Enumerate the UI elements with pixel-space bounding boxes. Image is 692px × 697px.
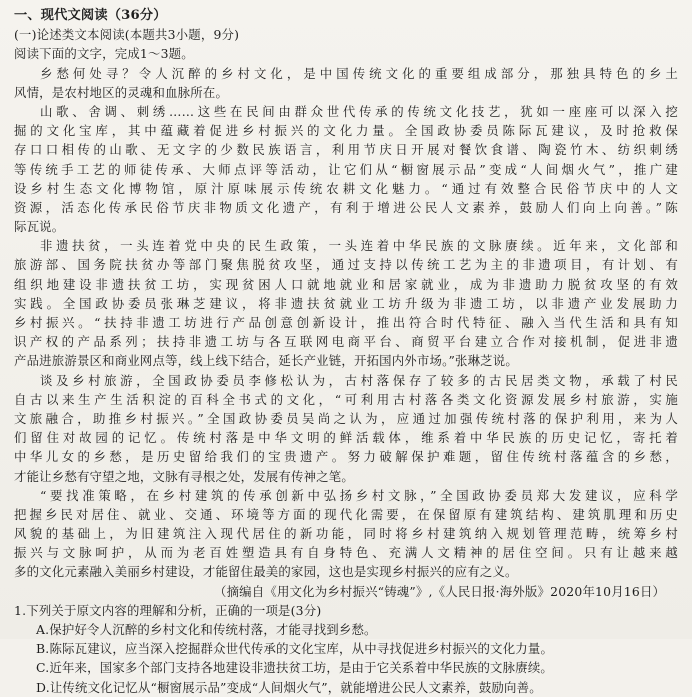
option-a: A.保护好令人沉醉的乡村文化和传统村落，才能寻找到乡愁。 xyxy=(36,622,377,637)
paragraph-line: 才能让乡愁有守望之地，文脉有寻根之处，发展有传神之笔。 xyxy=(14,468,354,484)
paragraph-line: “要找准策略，在乡村建筑的传承创新中弘扬乡村文脉，”全国政协委员郑大发建议，应科学 xyxy=(40,487,678,503)
paragraph-line: 存口口相传的山歌、无文字的少数民族语言，利用节庆日开展对餐饮食谱、陶瓷竹木、纺织刺绣 xyxy=(14,142,678,158)
paragraph-line: 非遗扶贫，一头连着党中央的民生政策，一头连着中华民族的文脉赓续。近年来，文化部和 xyxy=(40,238,678,254)
paragraph-line: 风情，是农村地区的灵魂和血脉所在。 xyxy=(14,84,229,100)
paragraph-line: 旅游部、国务院扶贫办等部门聚焦脱贫攻坚，通过支持以传统工艺为主的非遗项目，有计划、有 xyxy=(14,257,678,273)
paragraph-line: 掘的文化宝库，其中蕴藏着促进乡村振兴的文化力量。全国政协委员陈际瓦建议，及时抢救保 xyxy=(14,123,678,139)
question-stem: 1.下列关于原文内容的理解和分析，正确的一项是(3分) xyxy=(14,602,322,618)
paragraph-line: 际瓦说。 xyxy=(14,219,65,235)
paragraph-line: 实践。全国政协委员张琳芝建议，将非遗扶贫就业工坊升级为非遗工坊，以非遗产业发展助力 xyxy=(14,295,678,311)
paragraph-line: 谈及乡村旅游，全国政协委员李修松认为，古村落保存了较多的古民居类文物，承载了村民 xyxy=(40,372,678,388)
paragraph-line: 资源，活态化传承民俗节庆非物质文化遗产，有利于增进公民人文素养，鼓励人们向上向善。”陈 xyxy=(14,199,678,215)
option-d: D.让传统文化记忆从“橱窗展示品”变成“人间烟火气”，就能增进公民人文素养，鼓励向善。 xyxy=(36,679,542,695)
paragraph-line: 多的文化元素融入美丽乡村建设，才能留住最美的家园，这也是实现乡村振兴的应有之义。 xyxy=(14,564,518,580)
paragraph-line: 山歌、舍调、刺绣……这些在民间由群众世代传承的传统文化技艺，犹如一座座可以深入挖 xyxy=(40,103,678,119)
subsection-title: (一)论述类文本阅读(本题共3小题，9分) xyxy=(14,27,240,43)
paragraph-line: 中华儿女的乡愁，是历史留给我们的宝贵遗产。努力破解保护难题，留住传统村落蕴含的乡愁， xyxy=(14,449,678,465)
paragraph-line: 组织地建设非遗扶贫工坊，实现贫困人口就地就业和居家就业，成为非遗助力脱贫攻坚的有效 xyxy=(14,276,678,292)
paragraph-line: 乡愁何处寻？令人沉醉的乡村文化，是中国传统文化的重要组成部分，那独具特色的乡土 xyxy=(40,65,678,81)
source-citation: （摘编自《用文化为乡村振兴“铸魂”》,《人民日报·海外版》2020年10月16日） xyxy=(214,583,666,599)
paragraph-line: 乡村振兴。“扶持非遗工坊进行产品创意创新设计，推出符合时代特征、融入当代生活和具有知 xyxy=(14,315,678,330)
section-title: 一、现代文阅读（36分） xyxy=(14,8,167,23)
paragraph-line: 风貌的基础上，为旧建筑注入现代居住的新功能，同时将乡村建筑纳入规划管理范畴，统筹乡村 xyxy=(14,526,678,542)
paragraph-line: 自古以来生产生活积淀的百科全书式的文化，“可利用古村落各类文化资源发展乡村旅游，实施 xyxy=(14,391,678,407)
option-b: B.陈际瓦建议，应当深入挖掘群众世代传承的文化宝库，从中寻找促进乡村振兴的文化力量。 xyxy=(36,641,554,657)
paragraph-line: 文旅融合，助推乡村振兴。”全国政协委员吴尚之认为，应通过加强传统村落的保护利用，来为人 xyxy=(14,410,678,426)
paragraph-line: 产品进旅游景区和商业网点等，线上线下结合，延长产业链，开拓国内外市场。”张琳芝说。 xyxy=(14,353,518,369)
paragraph-line: 振兴与文脉呵护，从而为老百姓塑造具有自身特色、充满人文精神的居住空间。只有让越来越 xyxy=(14,545,678,561)
paragraph-line: 设乡村生态文化博物馆，原汁原味展示传统农耕文化魅力。“通过有效整合民俗节庆中的人文 xyxy=(14,180,678,196)
paragraph-line: 把握乡民对居住、就业、交通、环境等方面的现代化需要，在保留原有建筑结构、建筑肌理和历史 xyxy=(14,506,678,522)
paragraph-line: 识产权的产品系列；扶持非遗工坊与各互联网电商平台、商贸平台建立合作对接机制，促进非遗 xyxy=(14,334,678,350)
paragraph-line: 们留住对故园的记忆。传统村落是中华文明的鲜活载体，维系着中华民族的历史记忆，寄托着 xyxy=(14,430,678,446)
paragraph-line: 等传统手工艺的师徒传承、大师点评等活动，让它们从“橱窗展示品”变成“人间烟火气”，推广建 xyxy=(14,161,678,177)
option-c: C.近年来，国家多个部门支持各地建设非遗扶贫工坊，是由于它关系着中华民族的文脉赓续。 xyxy=(36,660,554,676)
instruction: 阅读下面的文字，完成1～3题。 xyxy=(14,46,194,62)
